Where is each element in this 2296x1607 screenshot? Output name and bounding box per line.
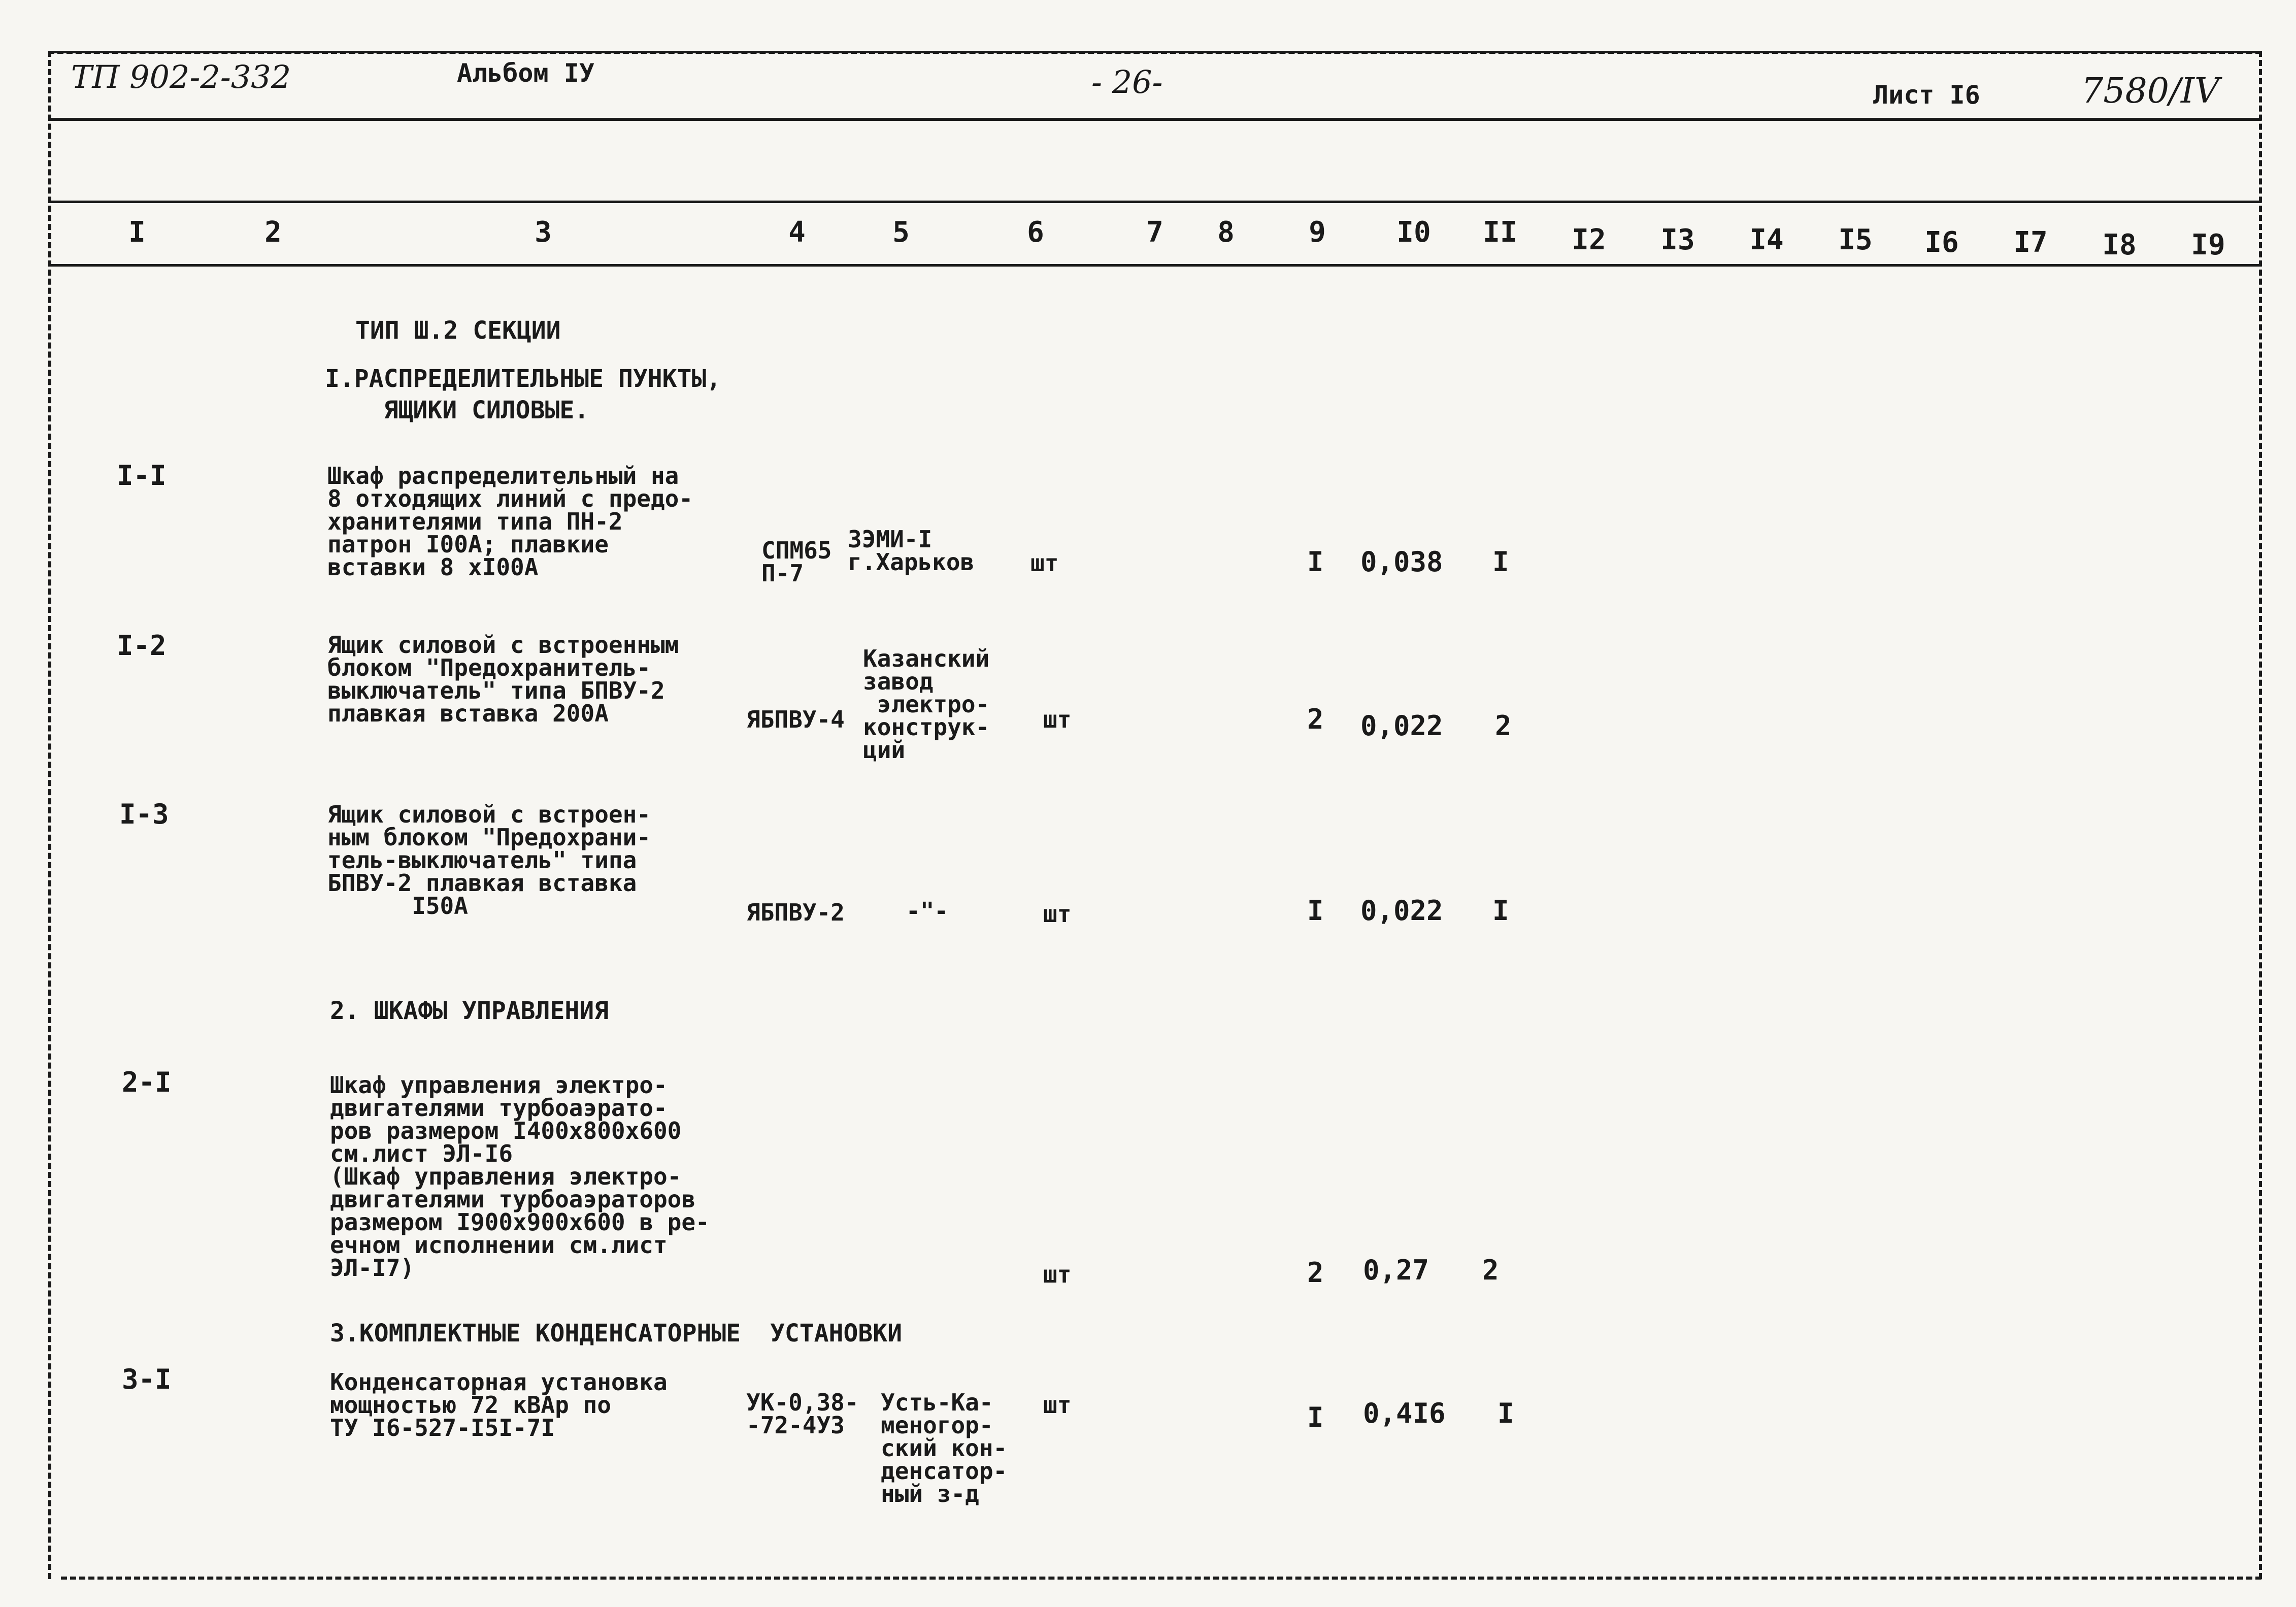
frame-right-dashed (2259, 51, 2262, 1579)
col-number-17: I7 (2013, 226, 2048, 259)
col-number-5: 5 (892, 216, 910, 249)
row-unit-weight: 0,022 (1360, 895, 1443, 927)
row-unit-weight: 0,038 (1360, 546, 1443, 578)
frame-left-dashed (48, 51, 51, 1579)
row-total: 2 (1482, 1254, 1499, 1286)
col-number-11: II (1483, 216, 1517, 249)
row-quantity: 2 (1307, 1257, 1324, 1289)
frame-top-dashed (48, 51, 2261, 54)
row-position: I-3 (119, 798, 169, 830)
row-unit: шт (1043, 706, 1072, 733)
section-title-3: 3.КОМПЛЕКТНЫЕ КОНДЕНСАТОРНЫЕ УСТАНОВКИ (330, 1319, 903, 1348)
row-total: I (1492, 895, 1509, 927)
row-quantity: I (1307, 546, 1324, 578)
col-number-4: 4 (788, 216, 806, 249)
row-type: ЯБПВУ-2 (746, 899, 845, 926)
row-unit: шт (1043, 1261, 1072, 1288)
row-unit: шт (1030, 549, 1059, 577)
row-position: 2-I (122, 1066, 172, 1098)
row-manufacturer: Казанский завод электро- конструк- ций (863, 645, 990, 764)
row-description: Конденсаторная установка мощностью 72 кВАр по ТУ I6-527-I5I-7I (330, 1368, 668, 1441)
inventory-number: 7580/IV (2081, 71, 2219, 111)
colnum-bottom-line (48, 264, 2261, 267)
col-number-2: 2 (264, 216, 282, 249)
row-unit-weight: 0,27 (1363, 1254, 1429, 1286)
row-position: 3-I (122, 1363, 172, 1395)
col-number-14: I4 (1749, 223, 1784, 256)
frame-bottom-dashed (61, 1577, 2261, 1580)
row-total: I (1498, 1397, 1514, 1429)
row-unit: шт (1043, 1391, 1072, 1419)
col-number-3: 3 (535, 216, 552, 249)
col-number-7: 7 (1146, 216, 1163, 249)
row-description: Ящик силовой с встроенным блоком "Предохранитель- выключатель" типа БПВУ-2 плавкая вставка 200А (327, 631, 679, 727)
section-title-1: I.РАСПРЕДЕЛИТЕЛЬНЫЕ ПУНКТЫ, ЯЩИКИ СИЛОВЫЕ. (325, 365, 721, 424)
row-manufacturer: ЗЭМИ-I г.Харьков (848, 526, 975, 576)
col-number-16: I6 (1924, 226, 1959, 259)
row-type: УК-0,38- -72-4У3 (746, 1389, 859, 1439)
row-manufacturer: -"- (906, 897, 949, 925)
row-description: Шкаф распределительный на 8 отходящих линий с предо- хранителями типа ПН-2 патрон I00А; плавкие вставки 8 хI00А (327, 462, 693, 581)
row-quantity: 2 (1307, 703, 1324, 735)
col-number-12: I2 (1572, 223, 1606, 256)
row-quantity: I (1307, 1401, 1324, 1433)
row-total: I (1492, 546, 1509, 578)
row-manufacturer: Усть-Ка- меногор- ский кон- денсатор- ный з-д (881, 1389, 1008, 1507)
row-position: I-2 (117, 630, 167, 662)
page-number: - 26- (1091, 63, 1163, 101)
col-number-18: I8 (2102, 228, 2137, 261)
header-bottom-line (48, 118, 2261, 121)
col-number-8: 8 (1217, 216, 1235, 249)
doc-code: ТП 902-2-332 (71, 58, 291, 95)
sheet-label: Лист I6 (1873, 80, 1980, 110)
row-unit: шт (1043, 900, 1072, 928)
col-number-6: 6 (1027, 216, 1044, 249)
col-number-13: I3 (1660, 223, 1695, 256)
colnum-top-line (48, 201, 2261, 203)
row-total: 2 (1495, 710, 1512, 742)
row-unit-weight: 0,022 (1360, 710, 1443, 742)
col-number-19: I9 (2191, 228, 2225, 261)
row-type: ЯБПВУ-4 (746, 706, 845, 733)
section-title-2: 2. ШКАФЫ УПРАВЛЕНИЯ (330, 997, 609, 1025)
row-description: Шкаф управления электро- двигателями турбоаэрато- ров размером I400х800х600 см.лист ЭЛ-I6 (Шкаф управления электро- двигателями турбоаэраторов размером I900х900х600 в ре- ечном исполнении см.лист ЭЛ-I7) (330, 1071, 710, 1282)
type-title: ТИП Ш.2 СЕКЦИИ (355, 316, 561, 345)
album-label: Альбом IУ (457, 58, 594, 88)
col-number-10: I0 (1396, 216, 1431, 249)
col-number-15: I5 (1838, 223, 1873, 256)
row-position: I-I (117, 460, 167, 491)
row-type: СПМ65 П-7 (761, 537, 832, 587)
row-description: Ящик силовой с встроен- ным блоком "Предохрани- тель-выключатель" типа БПВУ-2 плавкая вставка I50А (327, 801, 651, 920)
col-number-1: I (128, 216, 146, 249)
col-number-9: 9 (1309, 216, 1326, 249)
row-quantity: I (1307, 895, 1324, 927)
row-unit-weight: 0,4I6 (1363, 1397, 1446, 1429)
